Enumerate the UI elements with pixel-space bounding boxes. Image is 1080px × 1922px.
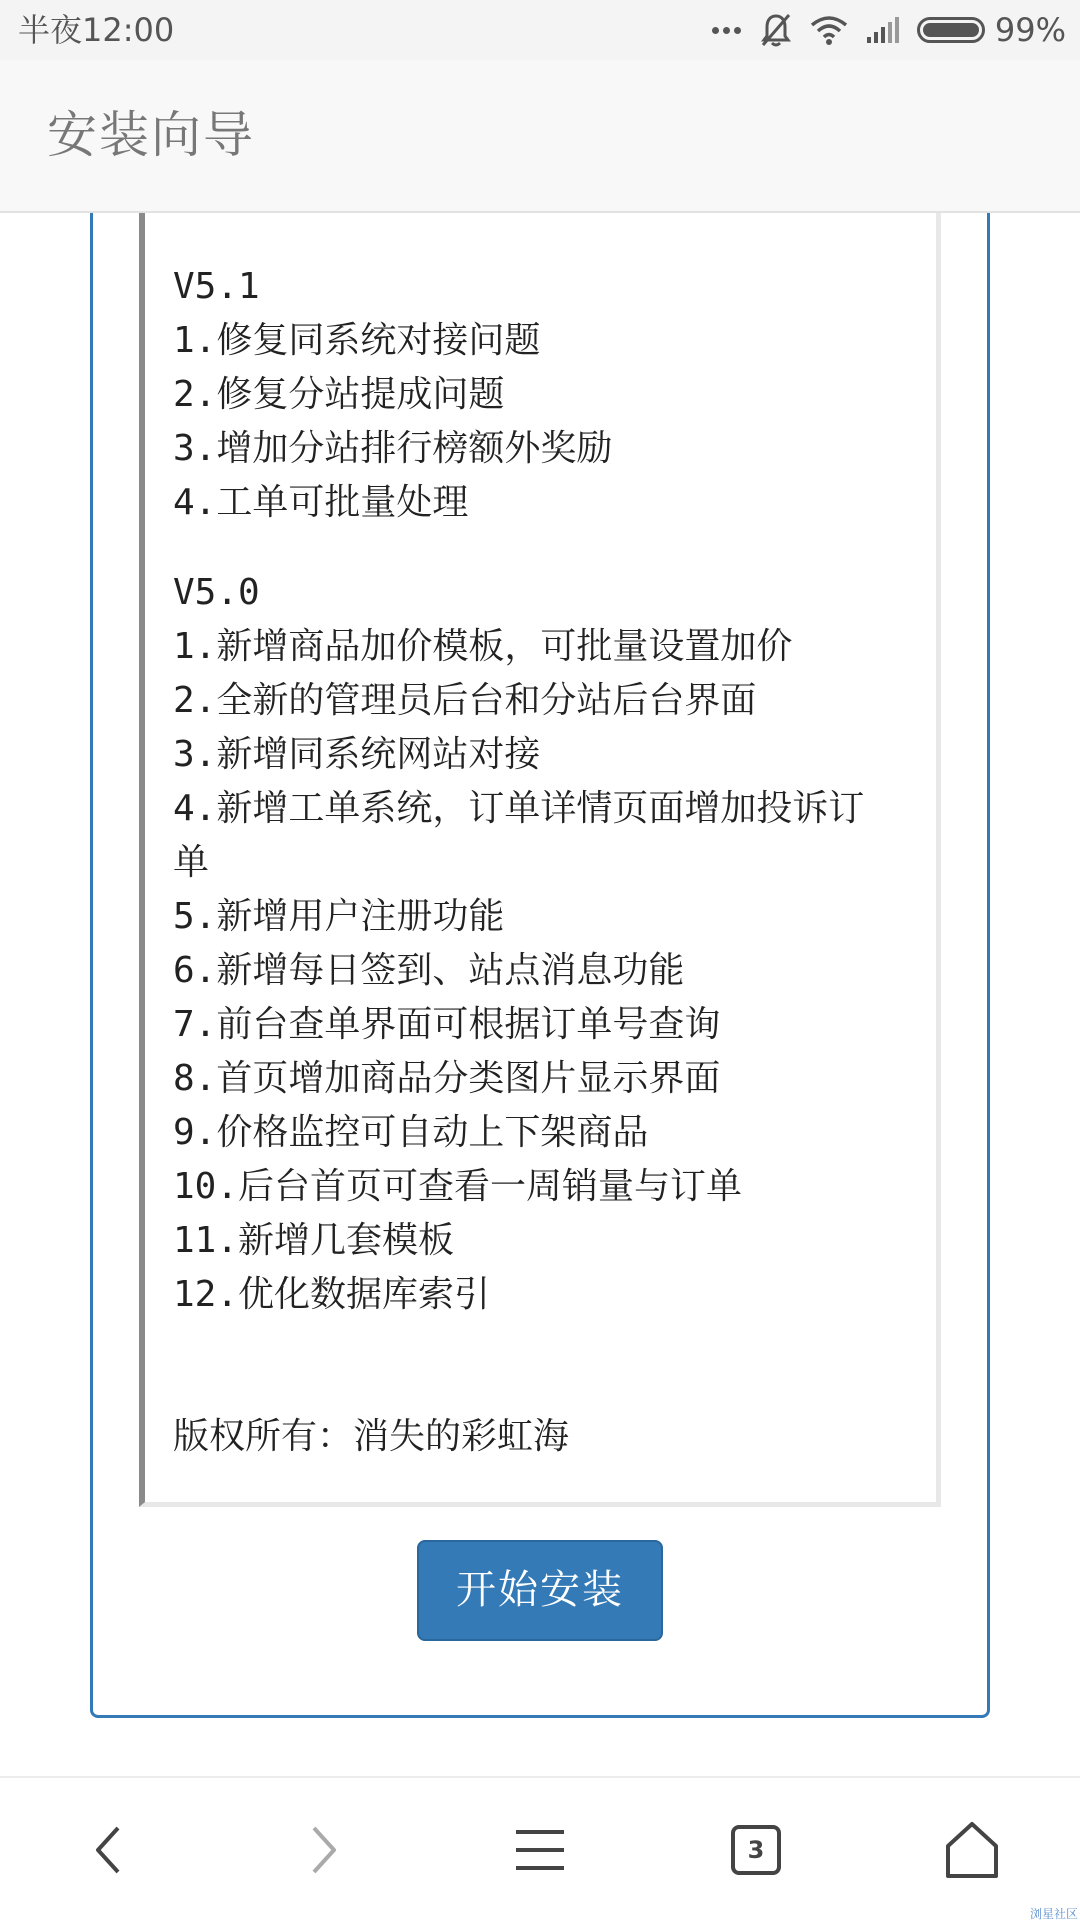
bottom-nav bbox=[0, 1776, 1080, 1922]
back-button[interactable] bbox=[0, 1778, 216, 1922]
battery-icon bbox=[917, 17, 985, 43]
signal-icon bbox=[865, 15, 901, 45]
changelog-item: 2.修复分站提成问题 bbox=[173, 374, 505, 415]
watermark: 浏星社区 bbox=[1029, 1907, 1078, 1921]
home-button[interactable] bbox=[864, 1778, 1080, 1922]
menu-icon bbox=[514, 1826, 566, 1874]
more-dots-icon bbox=[710, 27, 743, 34]
changelog-item: 5.新增用户注册功能 bbox=[173, 896, 505, 937]
copyright-text: 版权所有：消失的彩虹海 bbox=[173, 1416, 570, 1457]
changelog-content bbox=[173, 260, 913, 1464]
battery-percent: 99% bbox=[994, 11, 1066, 49]
forward-button[interactable] bbox=[216, 1778, 432, 1922]
back-icon bbox=[88, 1822, 128, 1878]
changelog-item: 1.修复同系统对接问题 bbox=[173, 320, 541, 361]
changelog-item: 11.新增几套模板 bbox=[173, 1220, 455, 1261]
changelog-item: 9.价格监控可自动上下架商品 bbox=[173, 1112, 649, 1153]
app-header bbox=[0, 60, 1080, 213]
tabs-button[interactable] bbox=[648, 1778, 864, 1922]
version-heading: V5.0 bbox=[173, 572, 260, 613]
tabs-icon: 3 bbox=[731, 1825, 781, 1875]
changelog-item: 12.优化数据库索引 bbox=[173, 1274, 491, 1315]
start-install-button[interactable]: 开始安装 bbox=[417, 1540, 663, 1641]
page-title: 安装向导 bbox=[47, 106, 255, 164]
changelog-item: 4.工单可批量处理 bbox=[173, 482, 469, 523]
changelog-item: 4.新增工单系统，订单详情页面增加投诉订 bbox=[173, 788, 865, 829]
menu-button[interactable] bbox=[432, 1778, 648, 1922]
version-heading: V5.1 bbox=[173, 266, 260, 307]
forward-icon bbox=[304, 1822, 344, 1878]
changelog-box[interactable] bbox=[139, 180, 941, 1507]
changelog-item: 单 bbox=[173, 842, 210, 883]
changelog-item: 6.新增每日签到、站点消息功能 bbox=[173, 950, 685, 991]
status-icons bbox=[694, 8, 1066, 52]
status-time: 半夜12:00 bbox=[18, 11, 175, 49]
changelog-item: 2.全新的管理员后台和分站后台界面 bbox=[173, 680, 757, 721]
changelog-item: 7.前台查单界面可根据订单号查询 bbox=[173, 1004, 721, 1045]
changelog-item: 3.增加分站排行榜额外奖励 bbox=[173, 428, 613, 469]
changelog-item: 10.后台首页可查看一周销量与订单 bbox=[173, 1166, 743, 1207]
changelog-item: 3.新增同系统网站对接 bbox=[173, 734, 541, 775]
home-icon bbox=[942, 1820, 1002, 1880]
wifi-icon bbox=[809, 14, 849, 46]
changelog-item: 1.新增商品加价模板，可批量设置加价 bbox=[173, 626, 793, 667]
status-bar bbox=[0, 0, 1080, 60]
changelog-item: 8.首页增加商品分类图片显示界面 bbox=[173, 1058, 721, 1099]
bell-muted-icon bbox=[759, 12, 793, 48]
